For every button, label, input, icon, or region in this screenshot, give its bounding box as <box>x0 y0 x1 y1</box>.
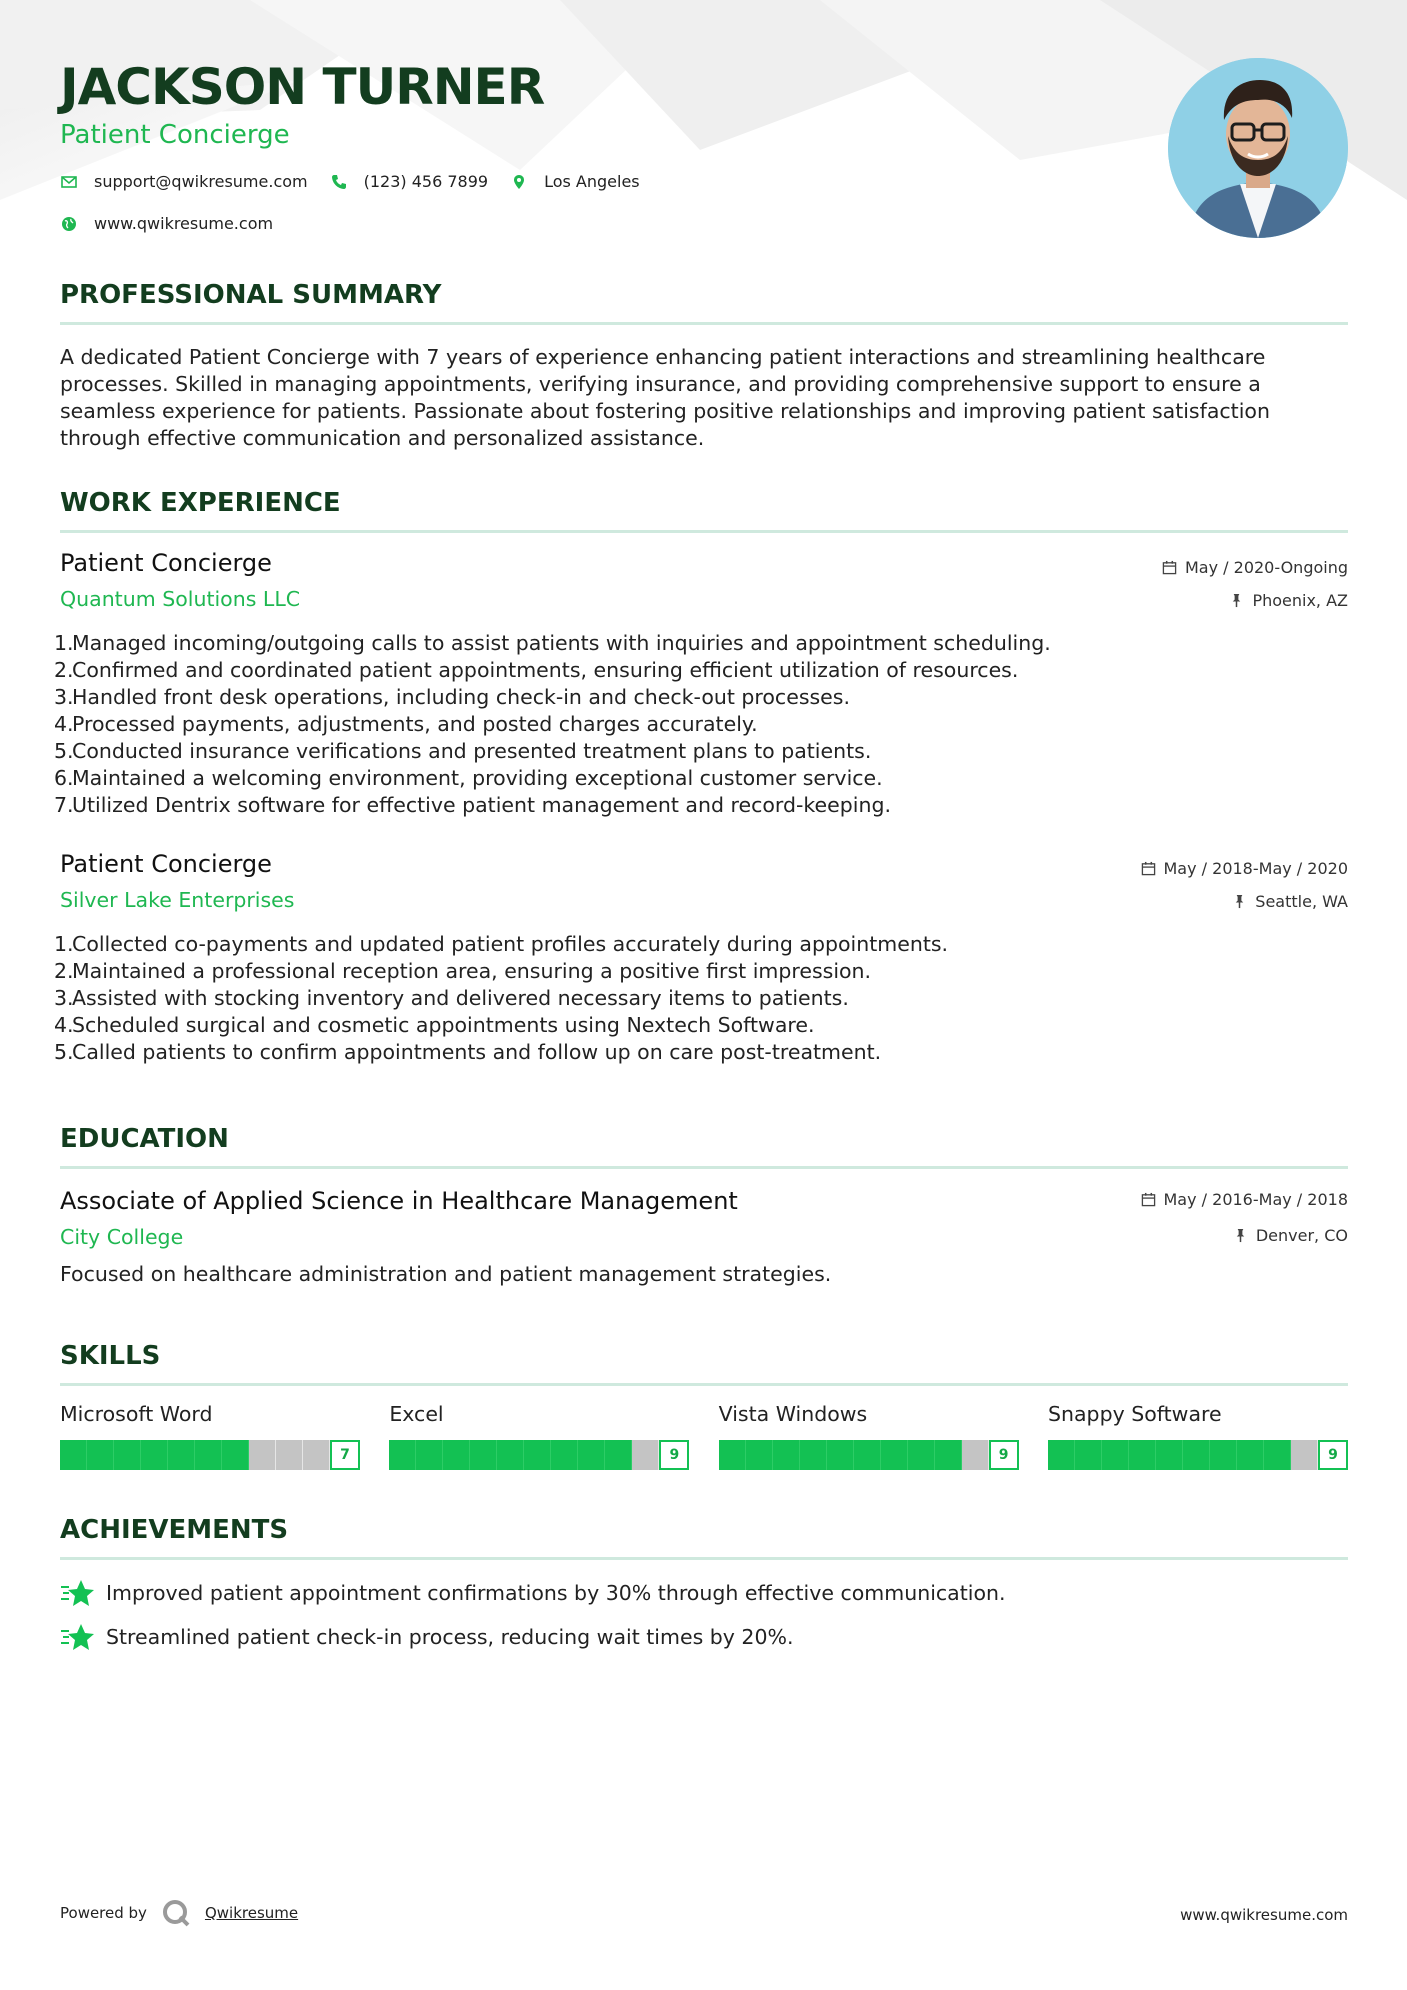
envelope-icon <box>60 173 78 191</box>
skill-segment <box>1075 1440 1102 1470</box>
skill-item <box>60 1402 360 1470</box>
skill-name: Microsoft Word <box>60 1402 213 1426</box>
summary-text: A dedicated Patient Concierge with 7 years of experience enhancing patient interactions and streamlining healthcare processes. Skilled in managing appointments, verifying insurance, and providing comprehensive support to ensure a seamless experience for patients. Passionate about fostering positive relationships and improving patient satisfaction through effective communication and personalized assistance. <box>60 345 1270 450</box>
skill-segment <box>222 1440 249 1470</box>
skill-level-bar <box>60 1440 360 1470</box>
skill-level-badge: 9 <box>659 1440 689 1470</box>
job-meta <box>1141 858 1349 924</box>
contact-phone[interactable] <box>330 172 488 191</box>
star-icon <box>60 1621 94 1653</box>
skill-segment <box>114 1440 141 1470</box>
skill-name: Snappy Software <box>1047 1402 1222 1426</box>
skill-segment <box>800 1440 827 1470</box>
list-item: 5. Called patients to confirm appointments and follow up on care post-treatment. <box>54 1040 882 1064</box>
list-item: 3. Assisted with stocking inventory and delivered necessary items to patients. <box>54 986 849 1010</box>
section-title-education: EDUCATION <box>60 1124 1348 1169</box>
job-location: Phoenix, AZ <box>1252 590 1348 610</box>
skill-level-bar <box>1048 1440 1348 1470</box>
job-role: Patient Concierge <box>60 850 272 878</box>
map-pin-icon <box>510 173 528 191</box>
skill-segment <box>605 1440 632 1470</box>
skill-segment <box>719 1440 746 1470</box>
education-degree: Associate of Applied Science in Healthcare Management <box>60 1187 738 1215</box>
list-item: 3. Handled front desk operations, including check-in and check-out processes. <box>54 685 850 709</box>
contact-website[interactable] <box>60 214 273 233</box>
candidate-name: JACKSON TURNER <box>60 58 545 116</box>
education-meta <box>1141 1189 1349 1258</box>
skill-segment <box>168 1440 195 1470</box>
list-item: 5. Conducted insurance verifications and presented treatment plans to patients. <box>54 739 872 763</box>
job-company: Silver Lake Enterprises <box>60 888 295 912</box>
skill-segment <box>578 1440 605 1470</box>
phone-icon <box>330 173 348 191</box>
job-entry <box>60 850 1348 912</box>
education-entry <box>60 1187 1348 1249</box>
pushpin-icon <box>1233 1228 1248 1243</box>
globe-icon <box>60 215 78 233</box>
skill-segment <box>524 1440 551 1470</box>
achievement-item <box>60 1621 794 1653</box>
contact-location <box>510 172 640 191</box>
skill-segment <box>827 1440 854 1470</box>
job-location: Seattle, WA <box>1255 891 1348 911</box>
skill-segment <box>881 1440 908 1470</box>
skill-segment <box>389 1440 416 1470</box>
achievement-item <box>60 1577 1006 1609</box>
job-dates: May / 2020-Ongoing <box>1185 557 1348 577</box>
skill-segment <box>551 1440 578 1470</box>
list-item: 1. Collected co-payments and updated patient profiles accurately during appointments. <box>54 932 949 956</box>
contact-row <box>60 172 662 191</box>
job-dates: May / 2018-May / 2020 <box>1163 858 1348 878</box>
skill-segment <box>1264 1440 1291 1470</box>
calendar-icon <box>1162 560 1177 575</box>
list-item: 7. Utilized Dentrix software for effective patient management and record-keeping. <box>54 793 891 817</box>
website-text: www.qwikresume.com <box>94 214 274 233</box>
list-item: 6. Maintained a welcoming environment, providing exceptional customer service. <box>54 766 883 790</box>
skill-segment <box>908 1440 935 1470</box>
skill-segment <box>854 1440 881 1470</box>
skill-segment <box>303 1440 330 1470</box>
skill-level-badge: 9 <box>989 1440 1019 1470</box>
skill-item <box>1048 1402 1348 1470</box>
skill-segment <box>773 1440 800 1470</box>
job-bullets <box>54 630 1348 819</box>
skill-item <box>719 1402 1019 1470</box>
skill-level-bar <box>719 1440 1019 1470</box>
skill-name: Vista Windows <box>718 1402 868 1426</box>
section-title-achievements: ACHIEVEMENTS <box>60 1515 1348 1560</box>
job-meta <box>1162 557 1348 623</box>
skill-segment <box>1102 1440 1129 1470</box>
calendar-icon <box>1141 1192 1156 1207</box>
candidate-title: Patient Concierge <box>60 120 290 150</box>
powered-by-label: Powered by <box>60 1904 147 1922</box>
location-text: Los Angeles <box>544 172 640 191</box>
skill-segment <box>1183 1440 1210 1470</box>
list-item: 4. Scheduled surgical and cosmetic appointments using Nextech Software. <box>54 1013 815 1037</box>
skill-segment <box>276 1440 303 1470</box>
section-title-summary: PROFESSIONAL SUMMARY <box>60 280 1348 325</box>
skill-segment <box>443 1440 470 1470</box>
skill-segment <box>87 1440 114 1470</box>
footer-powered-by <box>60 1898 298 1928</box>
skill-segment <box>1156 1440 1183 1470</box>
education-dates: May / 2016-May / 2018 <box>1163 1189 1348 1209</box>
skill-segment <box>632 1440 659 1470</box>
contact-email[interactable] <box>60 172 308 191</box>
education-school: City College <box>60 1225 184 1249</box>
list-item: 2. Maintained a professional reception area, ensuring a positive first impression. <box>54 959 872 983</box>
skill-segment <box>60 1440 87 1470</box>
education-description: Focused on healthcare administration and patient management strategies. <box>60 1262 832 1286</box>
list-item: 2. Confirmed and coordinated patient appointments, ensuring efficient utilization of resources. <box>54 658 1019 682</box>
job-entry <box>60 549 1348 611</box>
section-title-experience: WORK EXPERIENCE <box>60 488 1348 533</box>
resume-page <box>54 0 1348 1990</box>
achievement-text: Streamlined patient check-in process, reducing wait times by 20%. <box>106 1625 794 1649</box>
list-item: 1. Managed incoming/outgoing calls to assist patients with inquiries and appointment scheduling. <box>54 631 1051 655</box>
skill-segment <box>141 1440 168 1470</box>
skill-segment <box>1291 1440 1318 1470</box>
section-title-skills: SKILLS <box>60 1341 1348 1386</box>
skill-segment <box>497 1440 524 1470</box>
skill-segment <box>470 1440 497 1470</box>
pushpin-icon <box>1229 593 1244 608</box>
achievement-text: Improved patient appointment confirmations by 30% through effective communication. <box>106 1581 1006 1605</box>
phone-text: (123) 456 7899 <box>363 172 489 191</box>
skill-segment <box>1048 1440 1075 1470</box>
skill-segment <box>746 1440 773 1470</box>
skill-segment <box>249 1440 276 1470</box>
qwikresume-logo-icon <box>161 1898 191 1928</box>
skill-name: Excel <box>389 1402 444 1426</box>
skill-segment <box>1237 1440 1264 1470</box>
contact-row-2 <box>60 214 295 233</box>
job-bullets <box>54 931 1348 1066</box>
profile-photo <box>1168 58 1348 238</box>
skill-item <box>389 1402 689 1470</box>
star-icon <box>60 1577 94 1609</box>
skill-level-badge: 7 <box>330 1440 360 1470</box>
skill-level-bar <box>389 1440 689 1470</box>
skill-segment <box>935 1440 962 1470</box>
skill-segment <box>1129 1440 1156 1470</box>
skills-grid <box>60 1402 1348 1470</box>
job-role: Patient Concierge <box>60 549 272 577</box>
list-item: 4. Processed payments, adjustments, and posted charges accurately. <box>54 712 758 736</box>
pushpin-icon <box>1232 894 1247 909</box>
skill-level-badge: 9 <box>1318 1440 1348 1470</box>
email-text: support@qwikresume.com <box>94 172 308 191</box>
job-company: Quantum Solutions LLC <box>60 587 301 611</box>
skill-segment <box>1210 1440 1237 1470</box>
skill-segment <box>195 1440 222 1470</box>
brand-link[interactable]: Qwikresume <box>204 1904 299 1922</box>
skill-segment <box>962 1440 989 1470</box>
footer-website-link[interactable]: www.qwikresume.com <box>1180 1906 1348 1924</box>
calendar-icon <box>1141 861 1156 876</box>
skill-segment <box>416 1440 443 1470</box>
education-location: Denver, CO <box>1255 1225 1348 1245</box>
